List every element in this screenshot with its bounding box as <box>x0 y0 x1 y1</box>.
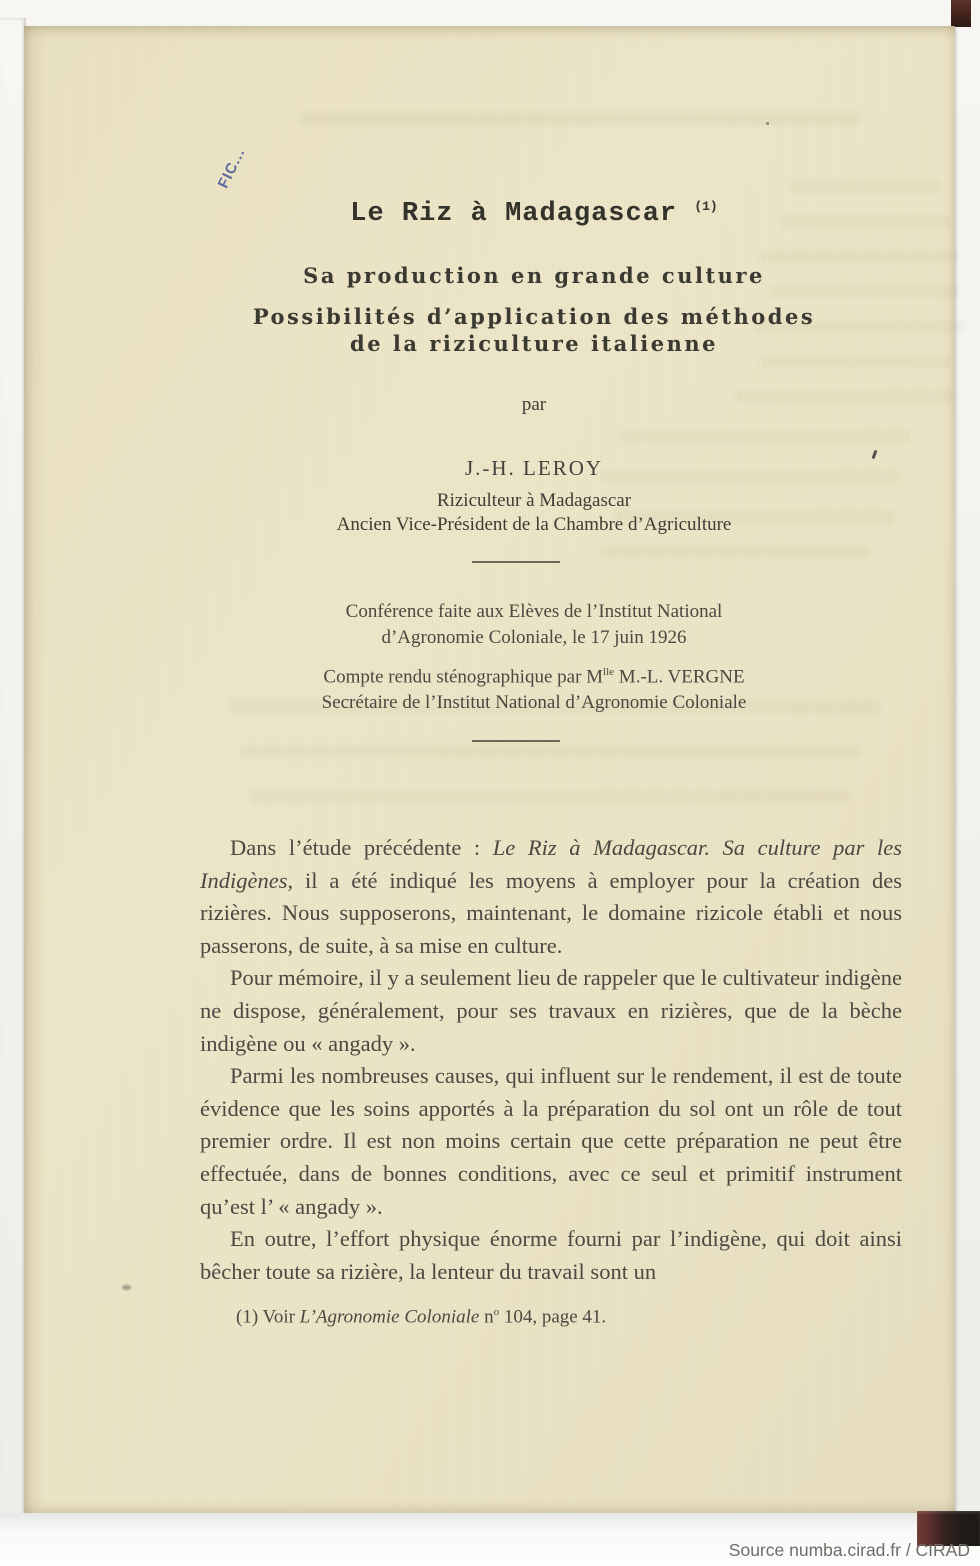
author-role-1: Riziculteur à Madagascar <box>436 490 632 511</box>
footnote-prefix: (1) Voir <box>236 1306 300 1328</box>
separator-rule <box>472 740 560 742</box>
report-note-line1 <box>184 659 884 690</box>
paragraph-3: Parmi les nombreuses causes, qui influent sur le rendement, il est de toute évidence que les soins apportés à la préparation du sol ont un rôle de tout premier ordre. Il est non moins certain que cette préparation ne peut être effectuée, dans de bonnes conditions, avec ce seul et primitif instrument qu’est l’ « angady ». <box>200 1063 902 1219</box>
book-page <box>24 26 955 1513</box>
article-subtitle-2-line1: Possibilités d’application des méthodes <box>252 304 816 329</box>
paragraph-1 <box>200 832 902 962</box>
paper-smudge <box>122 1285 131 1290</box>
footnote-italic: L’Agronomie Coloniale <box>299 1306 480 1328</box>
footnote <box>200 1300 902 1329</box>
conference-note-line2: d’Agronomie Coloniale, le 17 juin 1926 <box>381 627 687 648</box>
author-name: J.-H. LEROY <box>464 456 604 480</box>
footnote-superscript: o <box>493 1306 500 1319</box>
ghost-text-line <box>240 745 860 758</box>
report-suffix: M.-L. VERGNE <box>614 666 745 688</box>
book-binding-edge <box>0 18 26 1520</box>
article-subtitle-1: Sa production en grande culture <box>303 263 765 288</box>
report-note-line2: Secrétaire de l’Institut National d’Agronomie Coloniale <box>321 692 747 714</box>
separator-rule <box>472 561 560 563</box>
conference-note-line1: Conférence faite aux Elèves de l’Institut National <box>345 601 723 622</box>
paragraph-1-roman-end: , il a été indiqué les moyens à employer pour la création des rizières. Nous supposerons, maintenant, le domaine rizicole établi et nous passerons, de suite, à sa mise en culture. <box>200 867 902 958</box>
footnote-marker: (1) <box>694 199 718 214</box>
source-attribution: Source numba.cirad.fr / CIRAD <box>728 1540 970 1560</box>
paragraph-2: Pour mémoire, il y a seulement lieu de rappeler que le cultivateur indigène ne dispose, généralement, pour ses travaux en rizières, que de la bèche indigène ou « angady ». <box>200 965 902 1056</box>
footnote-mid: n <box>479 1306 494 1328</box>
article-title <box>184 192 884 229</box>
library-stamp: FIC... <box>214 145 249 191</box>
article-body <box>200 832 902 1330</box>
report-note <box>184 659 884 716</box>
article-header <box>184 26 884 742</box>
author-role-2: Ancien Vice-Président de la Chambre d’Agriculture <box>336 514 732 535</box>
paragraph-1-italic: Le Riz à Madagascar. Sa culture par les Indigènes <box>200 835 902 893</box>
book-cover-corner-top <box>951 0 971 27</box>
report-superscript: lle <box>603 666 615 678</box>
footnote-suffix: 104, page 41. <box>499 1306 607 1328</box>
paragraph-4: En outre, l’effort physique énorme fourni par l’indigène, qui doit ainsi bêcher toute sa rizière, la lenteur du travail sont un <box>200 1226 902 1284</box>
conference-note <box>184 599 884 651</box>
article-subtitle-2 <box>184 303 884 357</box>
byline-par: par <box>521 394 547 415</box>
article-title-text: Le Riz à Madagascar <box>350 199 678 229</box>
article-subtitle-2-line2: de la riziculture italienne <box>350 331 718 356</box>
paragraph-1-roman: Dans l’étude précédente : <box>230 835 493 860</box>
ghost-text-line <box>250 790 850 803</box>
report-prefix: Compte rendu sténographique par M <box>323 666 604 688</box>
